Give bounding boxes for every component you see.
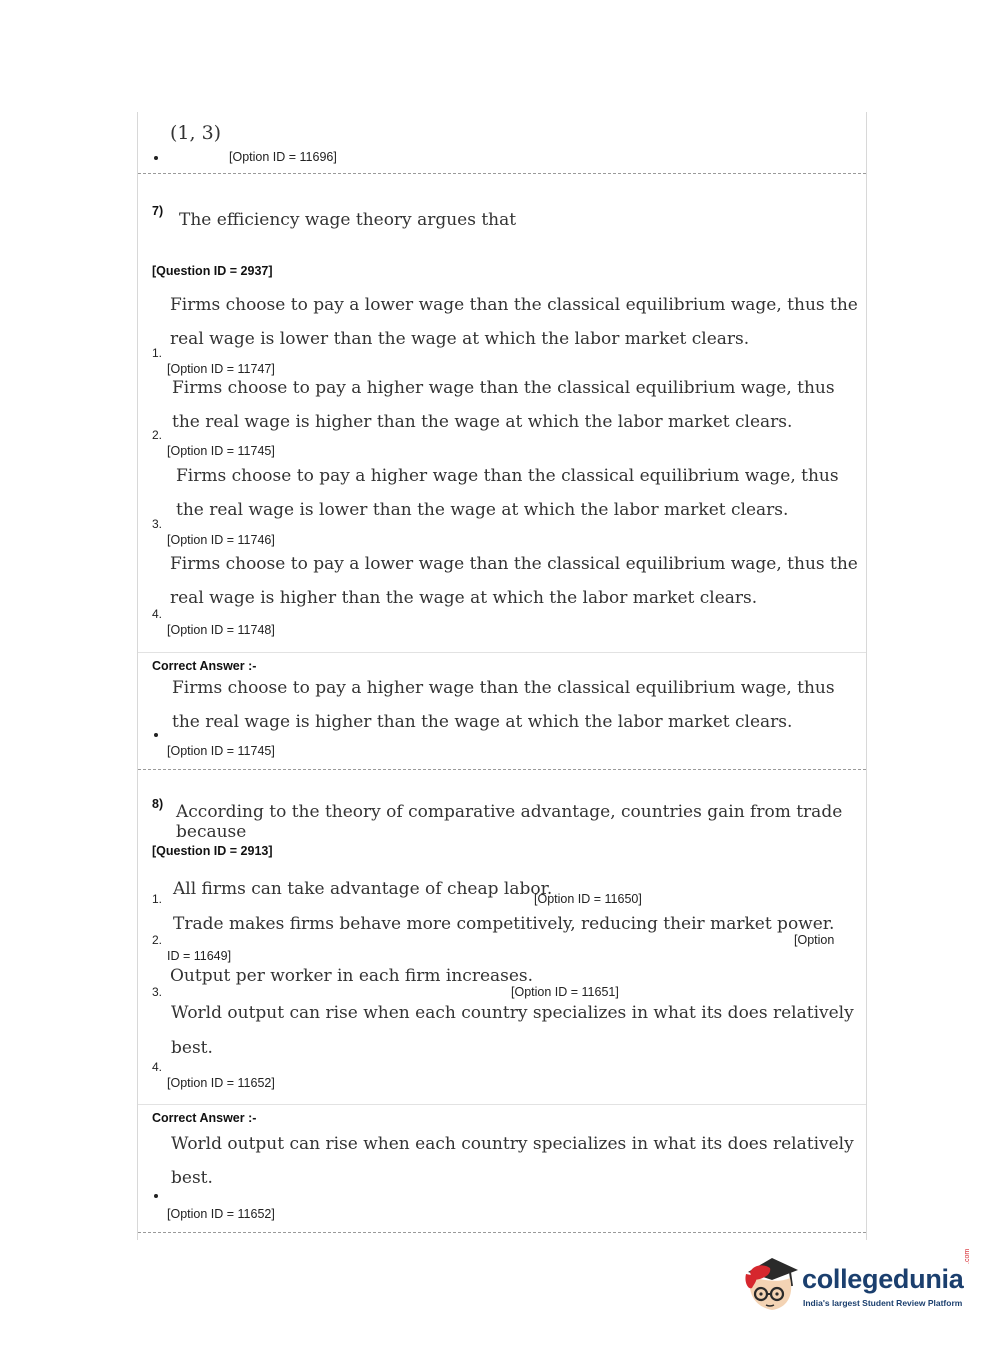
correct-answer-text: the real wage is higher than the wage at which the labor market clears. <box>172 712 793 732</box>
option-number: 3. <box>152 985 163 999</box>
divider <box>138 173 866 174</box>
brand-name: collegedunia <box>802 1264 964 1294</box>
option-id: [Option ID = 11746] <box>167 533 275 547</box>
correct-answer-label: Correct Answer :- <box>152 1111 257 1125</box>
mascot-icon <box>742 1250 800 1316</box>
option-text: the real wage is lower than the wage at which the labor market clears. <box>176 500 789 520</box>
option-number: 4. <box>152 607 163 621</box>
option-number: 1. <box>152 892 163 906</box>
option-id: [Option ID = 11745] <box>167 744 275 758</box>
option-number: 1. <box>152 346 163 360</box>
option-text: real wage is lower than the wage at which the labor market clears. <box>170 329 750 349</box>
question-number: 7) <box>152 204 164 218</box>
question-id: [Question ID = 2913] <box>152 844 273 858</box>
question-number: 8) <box>152 797 164 811</box>
option-number: 3. <box>152 517 163 531</box>
option-id: [Option <box>794 933 835 947</box>
option-id: [Option ID = 11651] <box>511 985 619 999</box>
option-text: Trade makes firms behave more competitively, reducing their market power. <box>173 914 835 934</box>
option-number: 2. <box>152 933 163 947</box>
option-text: Firms choose to pay a lower wage than the classical equilibrium wage, thus the <box>170 295 858 315</box>
option-id: [Option ID = 11745] <box>167 444 275 458</box>
brand-tagline: India's largest Student Review Platform <box>803 1298 963 1308</box>
option-id: [Option ID = 11650] <box>534 892 642 906</box>
option-text: the real wage is higher than the wage at which the labor market clears. <box>172 412 793 432</box>
option-id: [Option ID = 11747] <box>167 362 275 376</box>
option-id: [Option ID = 11696] <box>229 150 337 164</box>
brand-suffix: .com <box>964 1248 971 1264</box>
correct-answer-text: best. <box>171 1168 213 1188</box>
option-text: Firms choose to pay a higher wage than the classical equilibrium wage, thus <box>172 378 835 398</box>
option-text: Firms choose to pay a lower wage than the classical equilibrium wage, thus the <box>170 554 858 574</box>
option-text: real wage is higher than the wage at which the labor market clears. <box>170 588 758 608</box>
option-number: 2. <box>152 428 163 442</box>
question-text: The efficiency wage theory argues that <box>179 210 517 230</box>
option-text: best. <box>171 1038 213 1058</box>
bullet-icon <box>154 1194 158 1198</box>
separator <box>138 1104 866 1105</box>
option-text: Firms choose to pay a higher wage than the classical equilibrium wage, thus <box>176 466 839 486</box>
separator <box>138 652 866 653</box>
exam-page <box>137 112 867 1240</box>
bullet-icon <box>154 156 158 160</box>
option-id: [Option ID = 11652] <box>167 1076 275 1090</box>
option-text: All firms can take advantage of cheap labor. <box>173 879 553 899</box>
divider <box>138 1232 866 1233</box>
brand-logo[interactable] <box>742 1250 970 1320</box>
question-id: [Question ID = 2937] <box>152 264 273 278</box>
question-text: According to the theory of comparative advantage, countries gain from trade because <box>176 802 843 842</box>
correct-answer-text: World output can rise when each country specializes in what its does relatively <box>171 1134 854 1154</box>
correct-answer-label: Correct Answer :- <box>152 659 257 673</box>
bullet-icon <box>154 733 158 737</box>
option-id: ID = 11649] <box>167 949 232 963</box>
option-id: [Option ID = 11652] <box>167 1207 275 1221</box>
correct-answer-text: Firms choose to pay a higher wage than the classical equilibrium wage, thus <box>172 678 835 698</box>
option-text: Output per worker in each firm increases. <box>170 966 534 986</box>
option-math: (1, 3) <box>170 122 222 144</box>
option-number: 4. <box>152 1060 163 1074</box>
option-text: World output can rise when each country specializes in what its does relatively <box>171 1003 854 1023</box>
divider <box>138 769 866 770</box>
option-id: [Option ID = 11748] <box>167 623 275 637</box>
